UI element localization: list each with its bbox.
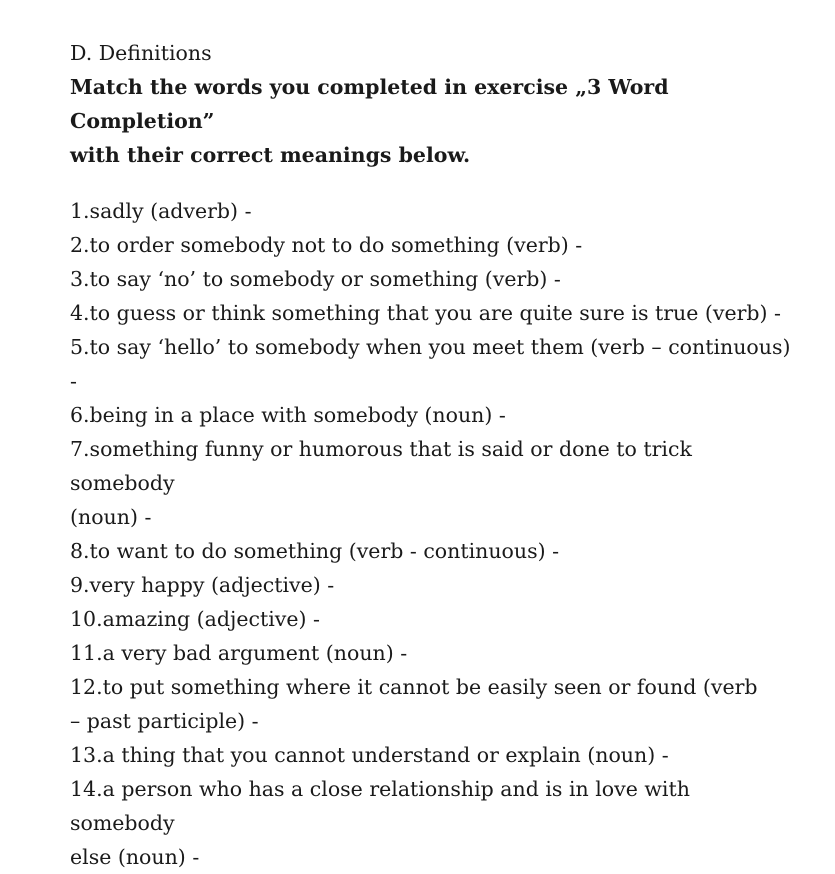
definition-item: else (noun) - xyxy=(70,845,200,869)
definition-item: 9.very happy (adjective) - xyxy=(70,573,335,597)
instruction-line-1: Match the words you completed in exercise „3 Word Completion” xyxy=(70,75,669,133)
section-title: D. Definitions xyxy=(70,41,212,65)
section-heading xyxy=(70,36,795,172)
definition-item: 6.being in a place with somebody (noun) - xyxy=(70,403,506,427)
definitions-list xyxy=(70,194,798,874)
definition-item: 3.to say ‘no’ to somebody or something (verb) - xyxy=(70,267,561,291)
definition-item: 13.a thing that you cannot understand or explain (noun) - xyxy=(70,743,669,767)
definition-item: 14.a person who has a close relationship and is in love with somebody xyxy=(70,777,697,835)
definition-item: (noun) - xyxy=(70,505,152,529)
definition-item: 1.sadly (adverb) - xyxy=(70,199,252,223)
definition-item: 2.to order somebody not to do something (verb) - xyxy=(70,233,583,257)
instruction-line-2: with their correct meanings below. xyxy=(70,143,471,167)
definition-item: 7.something funny or humorous that is said or done to trick somebody xyxy=(70,437,699,495)
definition-item: 8.to want to do something (verb - continuous) - xyxy=(70,539,560,563)
definition-item: 4.to guess or think something that you are quite sure is true (verb) - xyxy=(70,301,781,325)
definition-item: 11.a very bad argument (noun) - xyxy=(70,641,408,665)
definition-item: 12.to put something where it cannot be easily seen or found (verb xyxy=(70,675,758,699)
definition-item: 10.amazing (adjective) - xyxy=(70,607,320,631)
definition-item: – past participle) - xyxy=(70,709,259,733)
definition-item: 5.to say ‘hello’ to somebody when you meet them (verb – continuous) - xyxy=(70,335,798,393)
